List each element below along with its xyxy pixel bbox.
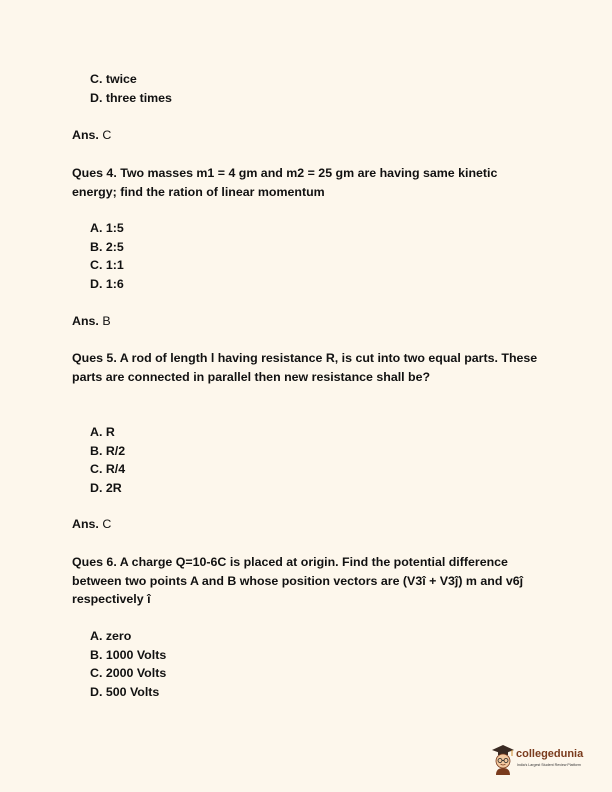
question-6-text: Ques 6. A charge Q=10-6C is placed at origin. Find the potential difference between two points A and B whose position vectors are (V3î + V3ĵ) m and v6ĵ respectively î [72, 555, 524, 607]
question-4-options [90, 219, 124, 293]
option-c: C. 2000 Volts [90, 666, 167, 681]
previous-question-options [90, 70, 172, 107]
logo-wordmark: collegedunia [516, 748, 584, 760]
question-5-options [90, 423, 125, 497]
logo-tagline: India's Largest Student Review Platform [517, 763, 581, 767]
option-d: D. 500 Volts [90, 684, 160, 699]
option-b: B. 1000 Volts [90, 647, 167, 662]
question-4-answer [72, 312, 111, 331]
option-a: A. 1:5 [90, 221, 124, 235]
answer-label: Ans. [72, 517, 99, 531]
question-6-options [90, 627, 166, 701]
option-c: C. R/4 [90, 462, 126, 477]
collegedunia-logo[interactable] [490, 742, 590, 776]
option-a: A. zero [90, 629, 132, 643]
option-c: C. 1:1 [90, 258, 124, 273]
option-c: C. twice [90, 72, 137, 86]
option-a: A. R [90, 425, 115, 439]
answer-label: Ans. [72, 128, 99, 142]
option-d: D. 2R [90, 480, 122, 495]
option-d: D. 1:6 [90, 276, 124, 291]
answer-value: B [102, 314, 111, 328]
option-b: B. 2:5 [90, 239, 124, 254]
option-b: B. R/2 [90, 443, 126, 458]
answer-label: Ans. [72, 314, 99, 328]
question-5-text: Ques 5. A rod of length l having resistance R, is cut into two equal parts. These parts are connected in parallel then new resistance shall be? [72, 351, 538, 384]
option-d: D. three times [90, 90, 172, 105]
question-4-text: Ques 4. Two masses m1 = 4 gm and m2 = 25 gm are having same kinetic energy; find the ration of linear momentum [72, 166, 498, 199]
graduate-mascot-icon [490, 742, 516, 776]
answer-value: C [102, 517, 112, 531]
question-5-answer [72, 515, 111, 534]
answer-value: C [102, 128, 112, 142]
previous-answer [72, 126, 111, 145]
